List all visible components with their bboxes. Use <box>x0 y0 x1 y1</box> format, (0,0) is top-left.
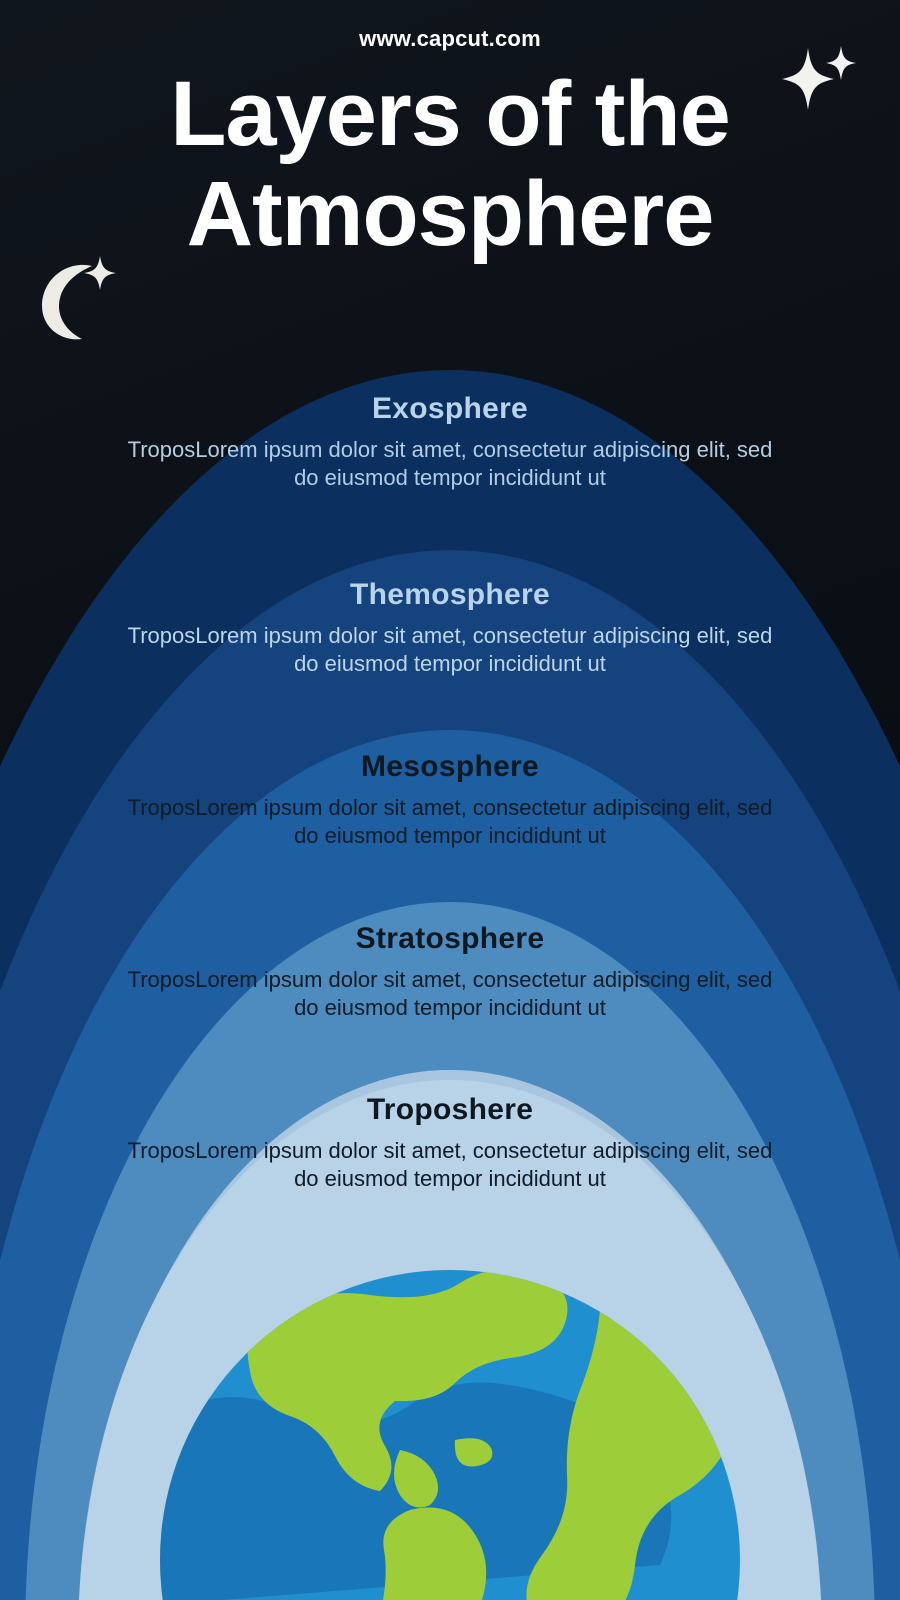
layer-mesosphere-title: Mesosphere <box>360 750 540 783</box>
layer-exosphere-title: Exosphere <box>371 392 529 425</box>
watermark-url: www.capcut.com <box>359 26 541 51</box>
layer-exosphere-description: TroposLorem ipsum dolor sit amet, consectetur adipiscing elit, sed do eiusmod tempor incididunt ut <box>127 437 773 491</box>
layer-stratosphere-description: TroposLorem ipsum dolor sit amet, consectetur adipiscing elit, sed do eiusmod tempor incididunt ut <box>127 967 773 1021</box>
layer-troposphere <box>0 1093 900 1193</box>
layer-mesosphere <box>0 750 900 850</box>
page-title <box>0 63 900 265</box>
crescent-moon-icon <box>30 250 118 342</box>
layer-troposphere-title: Troposhere <box>366 1093 534 1126</box>
layer-exosphere <box>0 392 900 492</box>
title-line-1: Layers of the <box>170 63 730 165</box>
layer-thermosphere-title: Themosphere <box>349 578 550 611</box>
sparkle-icon <box>826 46 856 80</box>
layer-stratosphere <box>0 922 900 1022</box>
layer-thermosphere <box>0 578 900 678</box>
layer-thermosphere-description: TroposLorem ipsum dolor sit amet, consectetur adipiscing elit, sed do eiusmod tempor incididunt ut <box>127 623 773 677</box>
title-line-2: Atmosphere <box>186 163 714 265</box>
layer-troposphere-description: TroposLorem ipsum dolor sit amet, consectetur adipiscing elit, sed do eiusmod tempor incididunt ut <box>127 1138 773 1192</box>
layer-mesosphere-description: TroposLorem ipsum dolor sit amet, consectetur adipiscing elit, sed do eiusmod tempor incididunt ut <box>127 795 773 849</box>
layer-stratosphere-title: Stratosphere <box>355 922 545 955</box>
